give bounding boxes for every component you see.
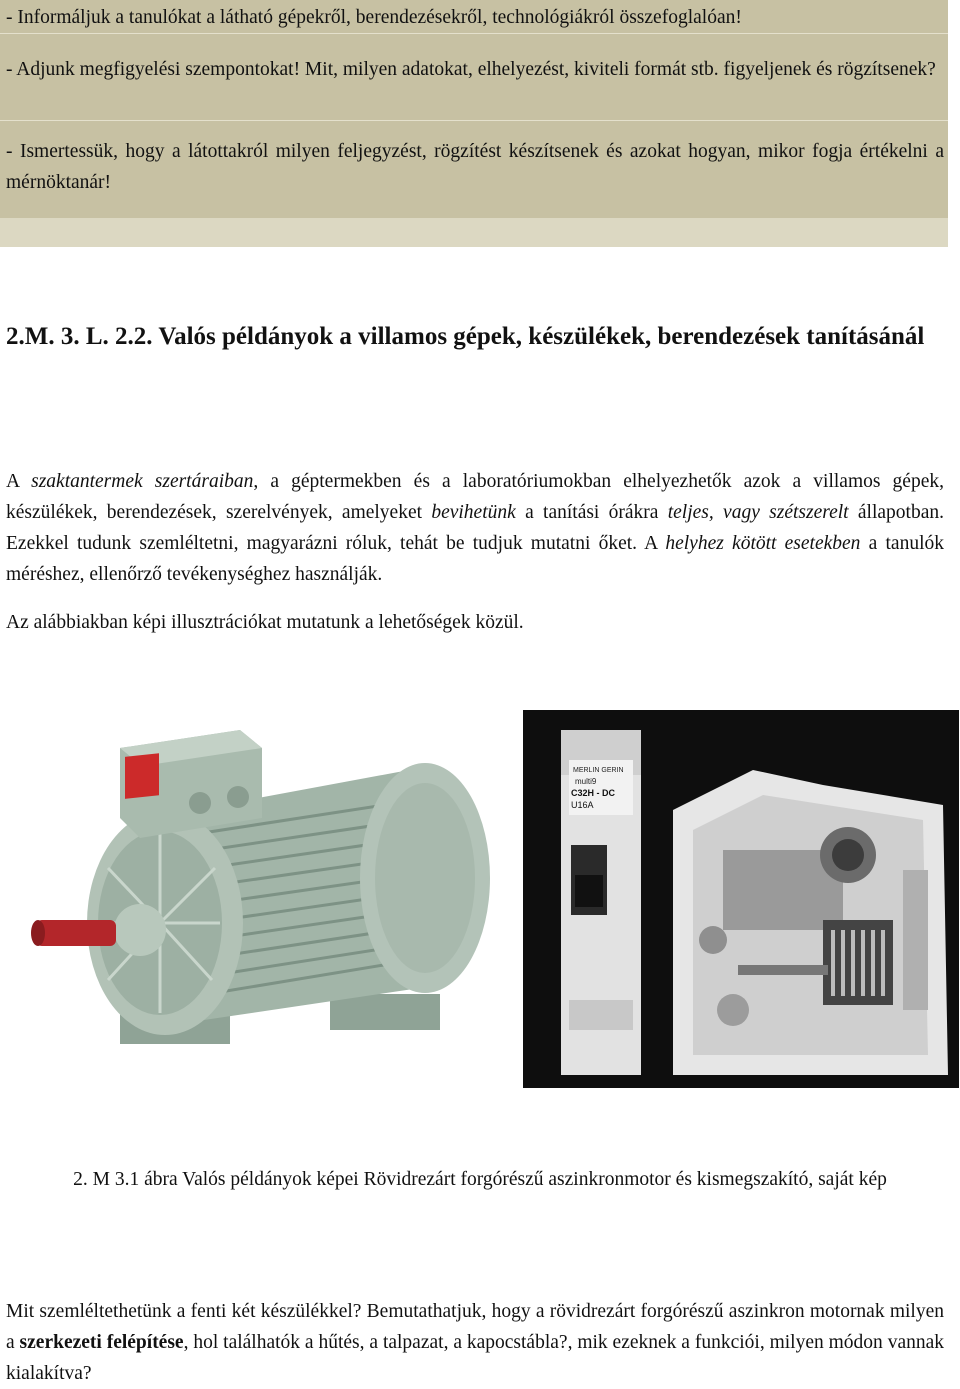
intro-paragraph-2: Az alábbiakban képi illusztrációkat mutatunk a lehetőségek közül. (6, 612, 524, 633)
breaker-rating: U16A (571, 800, 594, 810)
breaker-type: C32H - DC (571, 788, 616, 798)
info-box-strip (0, 218, 948, 247)
breaker-series: multi9 (575, 777, 597, 786)
motor-photo (0, 708, 512, 1096)
divider (0, 33, 948, 34)
section-heading: 2.M. 3. L. 2.2. Valós példányok a villamos gépek, készülékek, berendezések tanításánál (6, 323, 925, 350)
figure-caption: 2. M 3.1 ábra Valós példányok képei Rövidrezárt forgórészű aszinkronmotor és kismegszakító, saját kép (73, 1169, 887, 1190)
intro-paragraph: A szaktantermek szertáraiban, a géptermekben és a laboratóriumokban elhelyezhetők azok a villamos gépek, készülékek, berendezések, szerelvények, amelyeket bevihetünk a tanítási órákra teljes, vagy szétszerelt állapotban. Ezekkel tudunk szemléltetni, magyarázni róluk, tehát be tudjuk mutatni őket. A helyhez kötött esetekben a tanulók méréshez, ellenőrző tevékenységhez használják. (6, 471, 944, 585)
breaker-photo (523, 710, 959, 1088)
info-line-1: - Informáljuk a tanulókat a látható gépekről, berendezésekről, technológiákról összefoglalóan! (6, 7, 742, 28)
breaker-brand: MERLIN GERIN (573, 767, 624, 774)
info-line-3: - Ismertessük, hogy a látottakról milyen feljegyzést, rögzítést készítsenek és azokat hogyan, mikor fogja értékelni a mérnöktanár! (6, 141, 944, 193)
info-box (0, 0, 948, 247)
closing-paragraph: Mit szemléltethetünk a fenti két készülékkel? Bemutathatjuk, hogy a rövidrezárt forgórészű aszinkron motornak milyen a szerkezeti felépítése, hol találhatók a hűtés, a talpazat, a kapocstábla?, mik ezeknek a funkciói, milyen módon vannak kialakítva? (6, 1301, 945, 1384)
divider (0, 120, 948, 121)
info-line-2: - Adjunk megfigyelési szempontokat! Mit, milyen adatokat, elhelyezést, kiviteli formát stb. figyeljenek és rögzítsenek? (6, 59, 936, 80)
